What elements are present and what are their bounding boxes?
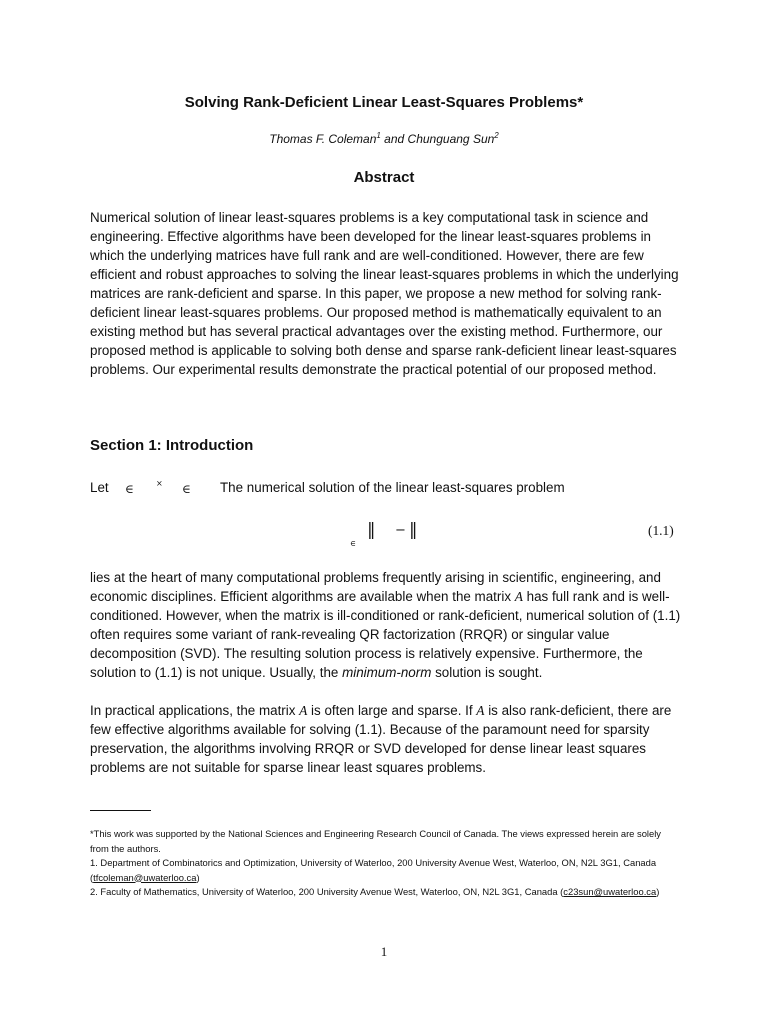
intro-sentence: The numerical solution of the linear least-squares problem xyxy=(220,480,565,495)
element-of-symbol-2: ∈ xyxy=(182,482,191,496)
intro-let-line xyxy=(90,480,690,500)
author-2: Chunguang Sun xyxy=(407,132,495,146)
times-symbol: × xyxy=(156,479,163,488)
footnote-1: 1. Department of Combinatorics and Optimization, University of Waterloo, 200 University Avenue West, Waterloo, ON, N2L 3G1, Canada (tfcoleman@uwaterloo.ca) xyxy=(90,857,657,883)
footnote-funding: *This work was supported by the National Sciences and Engineering Research Council of Canada. The views expressed herein are solely from the authors. xyxy=(90,828,661,854)
matrix-a-variable: A xyxy=(514,589,523,604)
equation-1-1 xyxy=(340,520,680,550)
abstract-heading: Abstract xyxy=(353,169,415,186)
footnote-separator xyxy=(90,810,151,811)
matrix-a-variable: A xyxy=(299,703,308,718)
intro-paragraph-2: In practical applications, the matrix A is often large and sparse. If A is also rank-deficient, there are few effective algorithms available for solving (1.1). Because of the paramount need for sparsity preservation, the algorithms involving RRQR or SVD developed for dense linear least squares problems are not suitable for sparse linear least squares problems. xyxy=(90,703,672,775)
author-line xyxy=(0,131,768,146)
email-link-sun[interactable]: c23sun@uwaterloo.ca xyxy=(563,886,657,897)
intro-paragraph-1: lies at the heart of many computational problems frequently arising in scientific, engineering, and economic disciplines. Efficient algorithms are available when the matrix A has full rank and is well-conditioned. However, when the matrix is ill-conditioned or rank-deficient, numerical solution of (1.1) often requires some variant of rank-revealing QR factorization (RRQR) or singular value decomposition (SVD). The resulting solution process is relatively expensive. Furthermore, the solution to (1.1) is not unique. Usually, the minimum-norm solution is sought. xyxy=(90,570,681,680)
author-conjunction: and xyxy=(380,132,408,146)
page-number: 1 xyxy=(380,944,388,959)
element-of-symbol-1: ∈ xyxy=(125,482,134,496)
norm-right-bar: ‖ xyxy=(409,520,418,540)
abstract-text: Numerical solution of linear least-squares problems is a key computational task in science and engineering. Effective algorithms have been developed for the linear least-squares problems in which the underlying matrices have full rank and are well-conditioned. However, there are few efficient and robust approaches to solving the linear least-squares problems in which the underlying matrices are rank-deficient and sparse. In this paper, we propose a new method for solving rank-deficient linear least-squares problems. Our proposed method is mathematically equivalent to an existing method but has several practical advantages over the existing method. Furthermore, our proposed method is applicable to solving both dense and sparse rank-deficient linear least-squares problems. Our experimental results demonstrate the practical potential of our proposed method. xyxy=(90,210,679,377)
email-link-coleman[interactable]: tfcoleman@uwaterloo.ca xyxy=(93,871,197,883)
minus-sign: − xyxy=(395,523,406,538)
norm-left-bar: ‖ xyxy=(367,520,376,540)
emphasis-minimum-norm: minimum-norm xyxy=(342,665,432,680)
let-word: Let xyxy=(90,480,109,495)
paper-title: Solving Rank-Deficient Linear Least-Squares Problems* xyxy=(184,94,584,111)
section-1-heading: Section 1: Introduction xyxy=(90,437,254,454)
author-1: Thomas F. Coleman xyxy=(269,132,377,146)
min-subscript-symbol: ∈ xyxy=(350,539,356,548)
author-1-affiliation-mark: 1 xyxy=(376,131,381,140)
footnote-2: 2. Faculty of Mathematics, University of Waterloo, 200 University Avenue West, Waterloo, ON, N2L 3G1, Canada (c23sun@uwaterloo.ca) xyxy=(90,886,660,897)
author-2-affiliation-mark: 2 xyxy=(494,131,499,140)
matrix-a-variable: A xyxy=(476,703,485,718)
footnotes xyxy=(90,827,680,900)
equation-number: (1.1) xyxy=(648,523,674,538)
